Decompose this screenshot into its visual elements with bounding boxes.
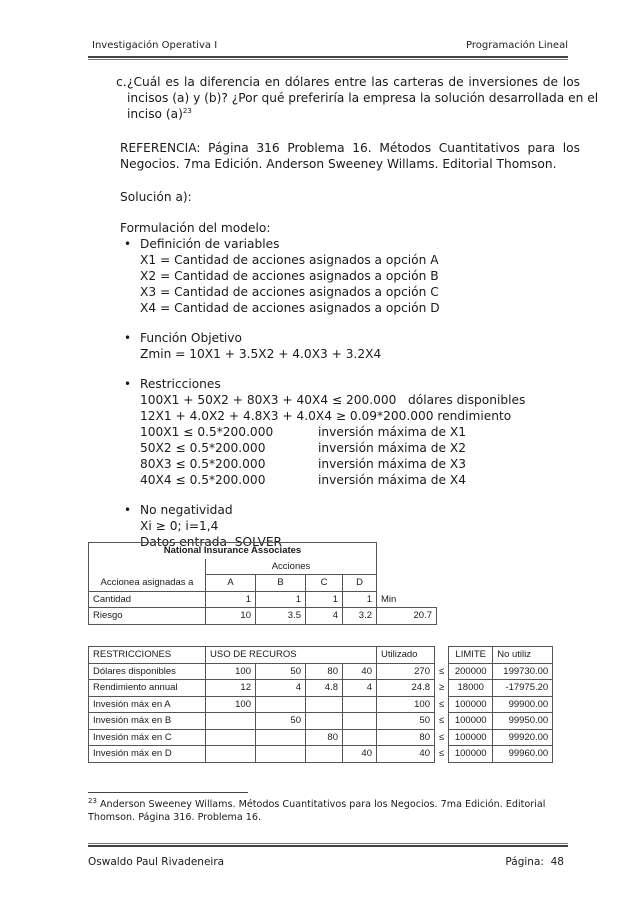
table-row xyxy=(89,696,553,713)
limit-value: 100000 xyxy=(449,729,493,746)
coef-b xyxy=(256,746,306,763)
variables-title: Definición de variables xyxy=(140,237,280,251)
coef-d: 40 xyxy=(343,663,377,680)
slack-value: 99900.00 xyxy=(493,696,553,713)
bullet-constraints: • xyxy=(124,377,132,391)
reference-line1: REFERENCIA: Página 316 Problema 16. Métodos Cuantitativos para los xyxy=(120,141,580,155)
header-utilizado: Utilizado xyxy=(377,647,435,664)
constraint-x2-desc: inversión máxima de X2 xyxy=(318,441,466,455)
risk-total: 20.7 xyxy=(377,608,437,625)
constraint-yield: 12X1 + 4.0X2 + 4.8X3 + 4.0X4 ≥ 0.09*200.000 rendimiento xyxy=(140,409,512,423)
relation-sign: ≤ xyxy=(439,731,445,743)
relation-sign: ≥ xyxy=(439,682,445,694)
bullet-variables: • xyxy=(124,237,132,251)
coef-c: 80 xyxy=(306,663,343,680)
relation-sign: ≤ xyxy=(439,748,445,760)
question-c-line3-text: inciso (a) xyxy=(127,107,183,121)
constraint-x1-expr: 100X1 ≤ 0.5*200.000 xyxy=(140,425,274,439)
header-rule-thin xyxy=(88,59,568,60)
question-c-line1: ¿Cuál es la diferencia en dólares entre las carteras de inversiones de los xyxy=(127,75,580,89)
footnote-number: 23 xyxy=(88,796,97,805)
coef-a: 100 xyxy=(206,663,256,680)
relation-sign: ≤ xyxy=(439,698,445,710)
min-label: Min xyxy=(381,593,397,605)
variable-x4: X4 = Cantidad de acciones asignados a opción D xyxy=(140,301,440,315)
coef-c xyxy=(306,746,343,763)
table-row xyxy=(89,713,553,730)
relation-sign: ≤ xyxy=(439,665,445,677)
constraint-x4-desc: inversión máxima de X4 xyxy=(318,473,466,487)
header-left: Investigación Operativa I xyxy=(92,40,218,51)
coef-c: 4.8 xyxy=(306,680,343,697)
empty-cell xyxy=(435,647,449,664)
table-row xyxy=(89,746,553,763)
table-row xyxy=(89,591,437,608)
col-header-a: A xyxy=(206,575,256,592)
empty-cell xyxy=(89,559,206,575)
model-title: Formulación del modelo: xyxy=(120,221,271,235)
used-value: 100 xyxy=(377,696,435,713)
table-row xyxy=(89,575,437,592)
footnote-text-2: Thomson. Página 316. Problema 16. xyxy=(88,812,262,823)
constraint-name: Invesión máx en B xyxy=(89,713,206,730)
coef-a xyxy=(206,713,256,730)
empty-cell xyxy=(377,559,437,575)
table-row xyxy=(89,680,553,697)
bullet-nonneg: • xyxy=(124,503,132,517)
header-restricciones: RESTRICCIONES xyxy=(89,647,206,664)
footnote-rule xyxy=(88,792,248,793)
constraint-name: Dólares disponibles xyxy=(89,663,206,680)
coef-a xyxy=(206,746,256,763)
constraints-table xyxy=(88,646,553,763)
objective-title: Función Objetivo xyxy=(140,331,242,345)
coef-d: 40 xyxy=(343,746,377,763)
coef-d xyxy=(343,729,377,746)
slack-value: 99950.00 xyxy=(493,713,553,730)
slack-value: 199730.00 xyxy=(493,663,553,680)
relation-sign: ≤ xyxy=(439,715,445,727)
qty-label: Cantidad xyxy=(89,591,206,608)
risk-d: 3.2 xyxy=(343,608,377,625)
used-value: 270 xyxy=(377,663,435,680)
limit-value: 100000 xyxy=(449,746,493,763)
coef-c xyxy=(306,696,343,713)
coef-d xyxy=(343,713,377,730)
variable-x2: X2 = Cantidad de acciones asignados a opción B xyxy=(140,269,439,283)
qty-c: 1 xyxy=(306,591,343,608)
question-c-label: c. xyxy=(116,75,127,89)
constraint-name: Invesión máx en A xyxy=(89,696,206,713)
constraint-x3-expr: 80X3 ≤ 0.5*200.000 xyxy=(140,457,266,471)
qty-b: 1 xyxy=(256,591,306,608)
footnote-ref: 23 xyxy=(182,106,192,115)
table-row xyxy=(89,543,437,559)
table-row xyxy=(89,559,437,575)
coef-a: 100 xyxy=(206,696,256,713)
question-c-line3 xyxy=(127,106,192,122)
risk-label: Riesgo xyxy=(89,608,206,625)
table-header-row xyxy=(89,647,553,664)
coef-b xyxy=(256,729,306,746)
nonneg-title: No negatividad xyxy=(140,503,233,517)
solver-label: Datos entrada SOLVER xyxy=(140,535,283,549)
coef-d: 4 xyxy=(343,680,377,697)
coef-a: 12 xyxy=(206,680,256,697)
table-row xyxy=(89,663,553,680)
reference-line2: Negocios. 7ma Edición. Anderson Sweeney Willams. Editorial Thomson. xyxy=(120,157,557,171)
used-value: 40 xyxy=(377,746,435,763)
used-value: 24.8 xyxy=(377,680,435,697)
constraint-budget: 100X1 + 50X2 + 80X3 + 40X4 ≤ 200.000 dólares disponibles xyxy=(140,393,526,407)
qty-a: 1 xyxy=(206,591,256,608)
coef-c: 80 xyxy=(306,729,343,746)
constraint-name: Invesión máx en D xyxy=(89,746,206,763)
limit-value: 100000 xyxy=(449,696,493,713)
slack-value: 99920.00 xyxy=(493,729,553,746)
header-limite: LIMITE xyxy=(449,647,493,664)
header-no-utiliz: No utiliz xyxy=(493,647,553,664)
header-rule xyxy=(88,56,568,58)
row-head: Accionea asignadas a xyxy=(89,575,206,592)
coef-a xyxy=(206,729,256,746)
constraint-x4-expr: 40X4 ≤ 0.5*200.000 xyxy=(140,473,266,487)
question-c-line2: incisos (a) y (b)? ¿Por qué preferiría la empresa la solución desarrollada en el xyxy=(127,91,599,105)
footer-rule xyxy=(88,845,568,847)
slack-value: -17975.20 xyxy=(493,680,553,697)
footer-author: Oswaldo Paul Rivadeneira xyxy=(88,856,225,868)
variable-x3: X3 = Cantidad de acciones asignados a opción C xyxy=(140,285,439,299)
constraint-name: Invesión máx en C xyxy=(89,729,206,746)
header-uso: USO DE RECUROS xyxy=(206,647,377,664)
objective-expr: Zmin = 10X1 + 3.5X2 + 4.0X3 + 3.2X4 xyxy=(140,347,382,361)
solution-title: Solución a): xyxy=(120,190,192,204)
variable-x1: X1 = Cantidad de acciones asignados a opción A xyxy=(140,253,439,267)
footer-page xyxy=(505,856,564,868)
col-header-b: B xyxy=(256,575,306,592)
constraint-x3-desc: inversión máxima de X3 xyxy=(318,457,466,471)
footer-page-label: Página: xyxy=(505,856,544,868)
header-right: Programación Lineal xyxy=(466,40,568,51)
nonneg-expr: Xi ≥ 0; i=1,4 xyxy=(140,519,219,533)
input-table xyxy=(88,542,437,625)
footnote-text-1: Anderson Sweeney Willams. Métodos Cuantitativos para los Negocios. 7ma Edición. Editorial xyxy=(99,799,546,810)
constraint-x2-expr: 50X2 ≤ 0.5*200.000 xyxy=(140,441,266,455)
coef-b: 50 xyxy=(256,663,306,680)
col-header-d: D xyxy=(343,575,377,592)
coef-d xyxy=(343,696,377,713)
limit-value: 100000 xyxy=(449,713,493,730)
table-row xyxy=(89,729,553,746)
coef-c xyxy=(306,713,343,730)
coef-b xyxy=(256,696,306,713)
table-row xyxy=(89,608,437,625)
risk-a: 10 xyxy=(206,608,256,625)
group-header: Acciones xyxy=(206,559,377,575)
coef-b: 4 xyxy=(256,680,306,697)
empty-cell xyxy=(377,575,437,592)
coef-b: 50 xyxy=(256,713,306,730)
limit-value: 200000 xyxy=(449,663,493,680)
risk-b: 3.5 xyxy=(256,608,306,625)
footer-rule-thin xyxy=(88,843,568,844)
bullet-objective: • xyxy=(124,331,132,345)
empty-cell xyxy=(377,543,437,559)
footnote xyxy=(88,798,568,824)
slack-value: 99960.00 xyxy=(493,746,553,763)
used-value: 50 xyxy=(377,713,435,730)
col-header-c: C xyxy=(306,575,343,592)
constraint-name: Rendimiento annual xyxy=(89,680,206,697)
footer-page-number: 48 xyxy=(550,856,564,868)
limit-value: 18000 xyxy=(449,680,493,697)
constraints-title: Restricciones xyxy=(140,377,221,391)
used-value: 80 xyxy=(377,729,435,746)
constraint-x1-desc: inversión máxima de X1 xyxy=(318,425,466,439)
table-title: National Insurance Associates xyxy=(89,543,377,559)
qty-d: 1 xyxy=(343,591,377,608)
risk-c: 4 xyxy=(306,608,343,625)
